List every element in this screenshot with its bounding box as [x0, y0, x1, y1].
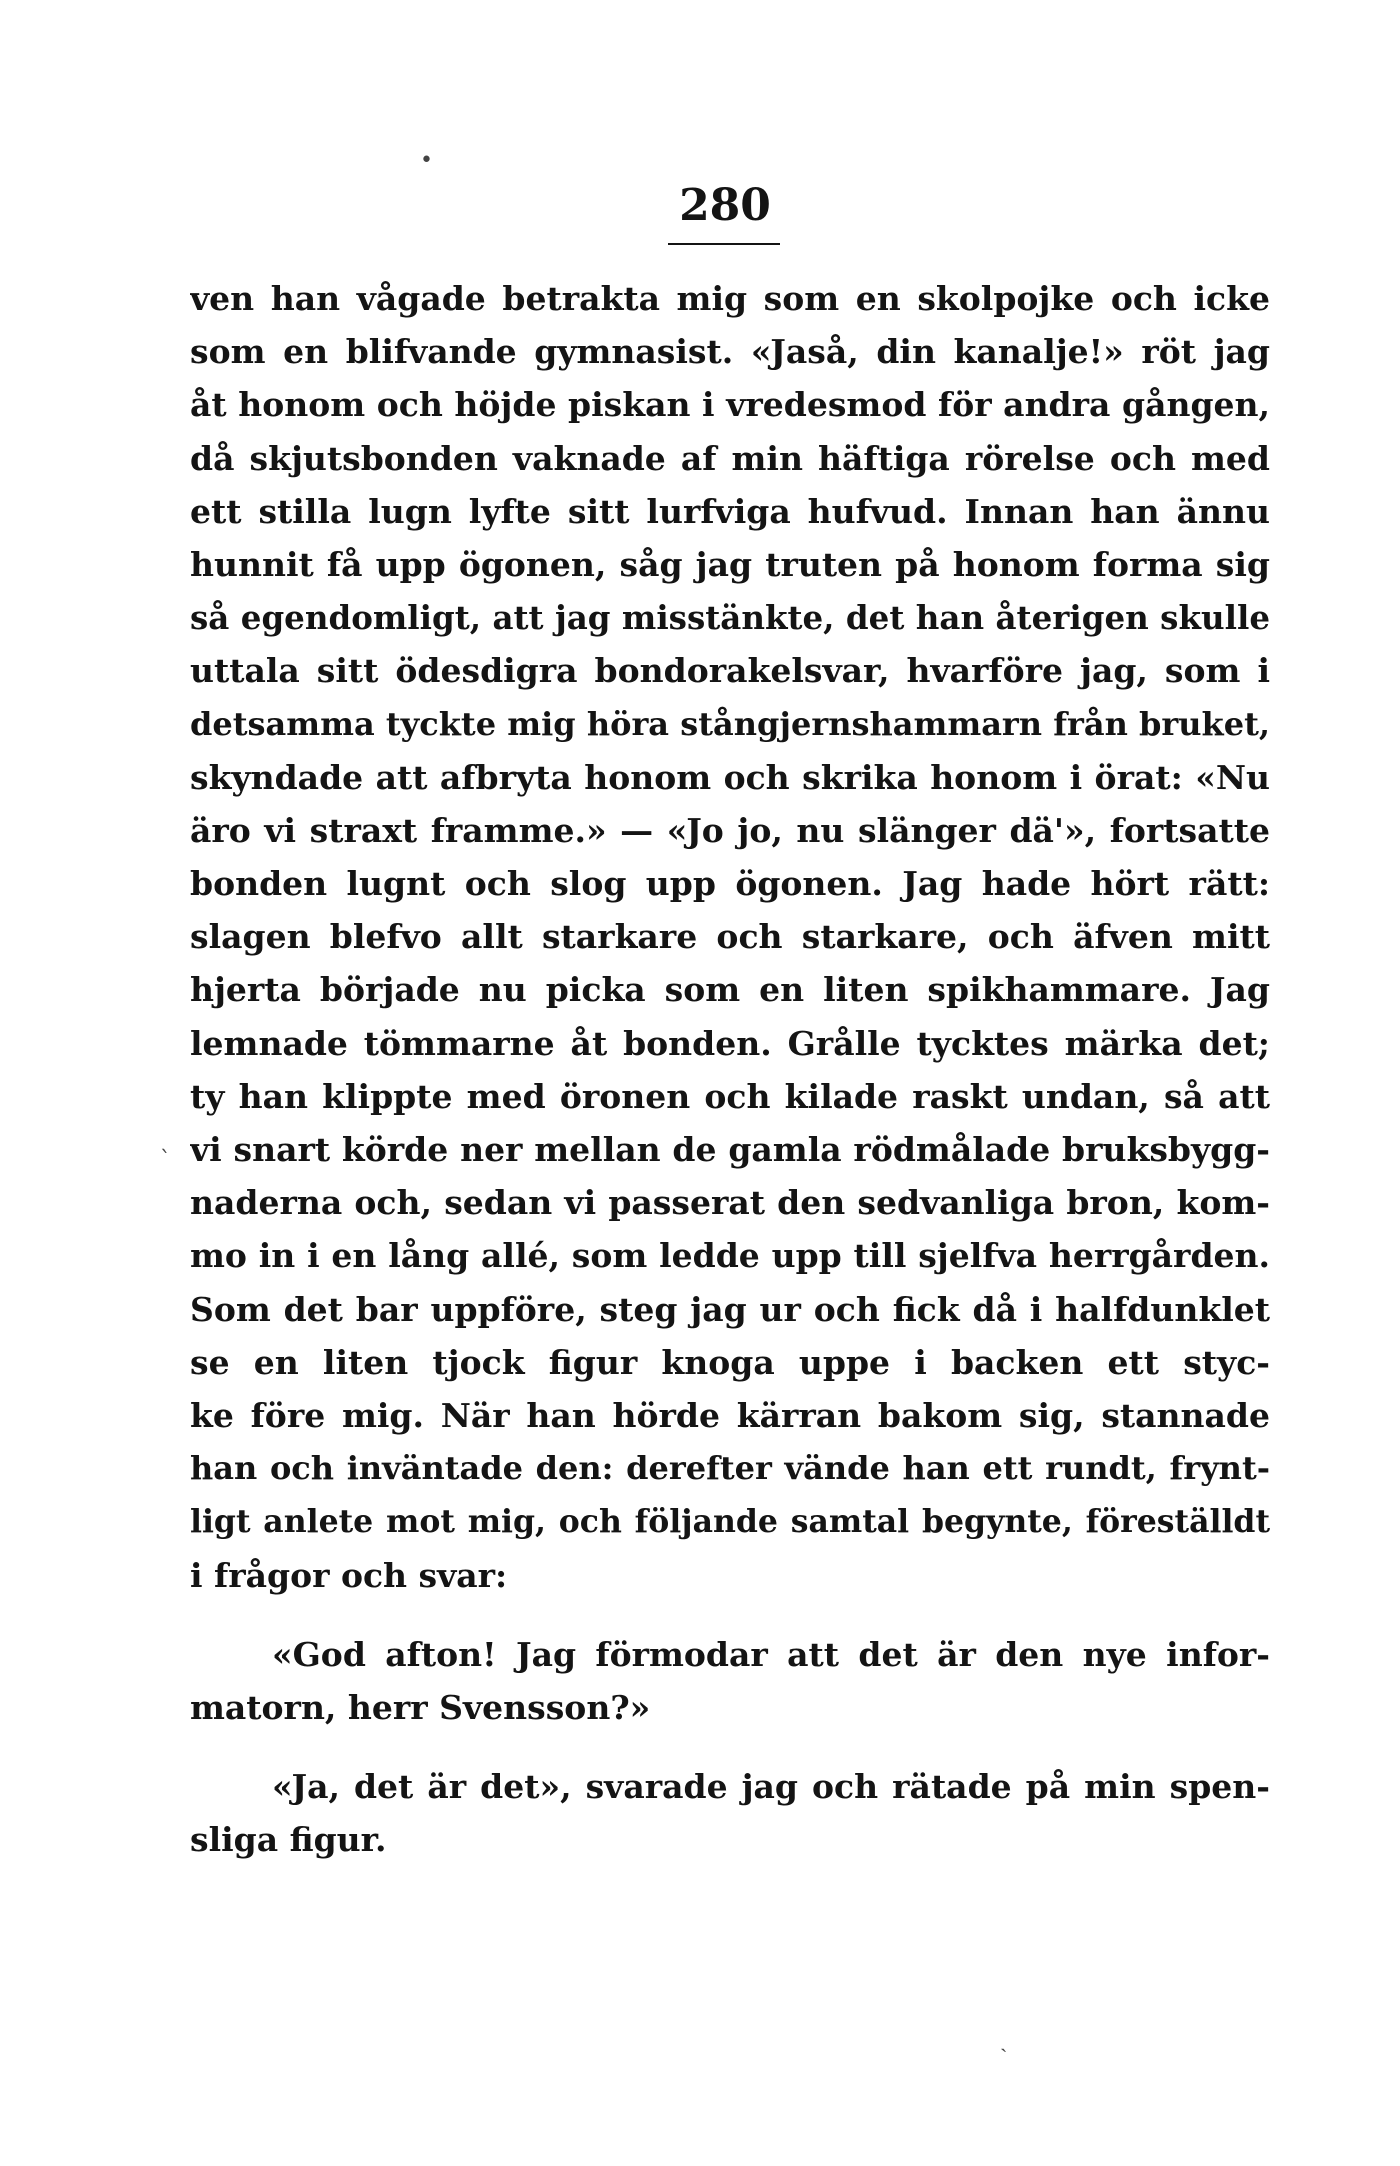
text-line: som en blifvande gymnasist. «Jaså, din kanalje!» röt jag [190, 332, 1270, 372]
text-line: så egendomligt, att jag misstänkte, det han återigen skulle [190, 598, 1270, 638]
text-line: Som det bar uppföre, steg jag ur och fick då i halfdunklet [190, 1289, 1270, 1329]
text-line: sliga figur. [190, 1820, 387, 1860]
text-line: i frågor och svar: [190, 1555, 508, 1595]
text-line: se en liten tjock figur knoga uppe i backen ett styc- [190, 1342, 1270, 1382]
text-line: mo in i en lång allé, som ledde upp till sjelfva herrgården. [190, 1236, 1270, 1276]
text-line: då skjutsbonden vaknade af min häftiga rörelse och med [190, 438, 1270, 478]
ink-speck: ˋ [160, 1148, 171, 1173]
text-line: ett stilla lugn lyfte sitt lurfviga hufvud. Innan han ännu [190, 491, 1270, 531]
paragraph [190, 272, 1270, 1602]
text-line: hunnit få upp ögonen, såg jag truten på honom forma sig [190, 544, 1270, 584]
text-line: slagen blefvo allt starkare och starkare, och äfven mitt [190, 917, 1270, 957]
paragraph-gap [190, 1734, 1270, 1760]
text-line: åt honom och höjde piskan i vredesmod för andra gången, [190, 385, 1270, 425]
text-line: uttala sitt ödesdigra bondorakelsvar, hvarföre jag, som i [190, 651, 1270, 691]
paragraph [190, 1760, 1270, 1866]
text-line: lemnade tömmarne åt bonden. Grålle tycktes märka det; [190, 1023, 1270, 1063]
ink-speck: • [420, 148, 433, 173]
text-line: ligt anlete mot mig, och följande samtal begynte, föreställdt [190, 1503, 1270, 1541]
text-line: detsamma tyckte mig höra stångjernshammarn från bruket, [190, 704, 1270, 743]
paragraph-gap [190, 1602, 1270, 1628]
text-line: ke före mig. När han hörde kärran bakom sig, stannade [190, 1395, 1270, 1435]
text-line: skyndade att afbryta honom och skrika honom i örat: «Nu [190, 757, 1270, 797]
text-line: bonden lugnt och slog upp ögonen. Jag hade hört rätt: [190, 864, 1270, 904]
text-line: äro vi straxt framme.» — «Jo jo, nu slänger dä'», fortsatte [190, 810, 1270, 850]
page-number-rule [668, 243, 780, 245]
text-line: matorn, herr Svensson?» [190, 1687, 651, 1727]
text-line: hjerta började nu picka som en liten spikhammare. Jag [190, 970, 1270, 1010]
paragraph [190, 1628, 1270, 1734]
text-line: vi snart körde ner mellan de gamla rödmålade bruksbygg- [190, 1130, 1270, 1169]
text-line: «Ja, det är det», svarade jag och rätade på min spen- [272, 1767, 1270, 1807]
text-line: naderna och, sedan vi passerat den sedvanliga bron, kom- [190, 1183, 1270, 1223]
text-line: ty han klippte med öronen och kilade raskt undan, så att [190, 1076, 1270, 1116]
body-text [190, 272, 1270, 1866]
page-number: 280 [679, 180, 771, 231]
text-line: ven han vågade betrakta mig som en skolpojke och icke [190, 279, 1270, 318]
ink-speck: ˎ [1000, 2028, 1008, 2053]
text-line: han och inväntade den: derefter vände han ett rundt, frynt- [190, 1449, 1270, 1488]
text-line: «God afton! Jag förmodar att det är den nye infor- [272, 1634, 1270, 1674]
